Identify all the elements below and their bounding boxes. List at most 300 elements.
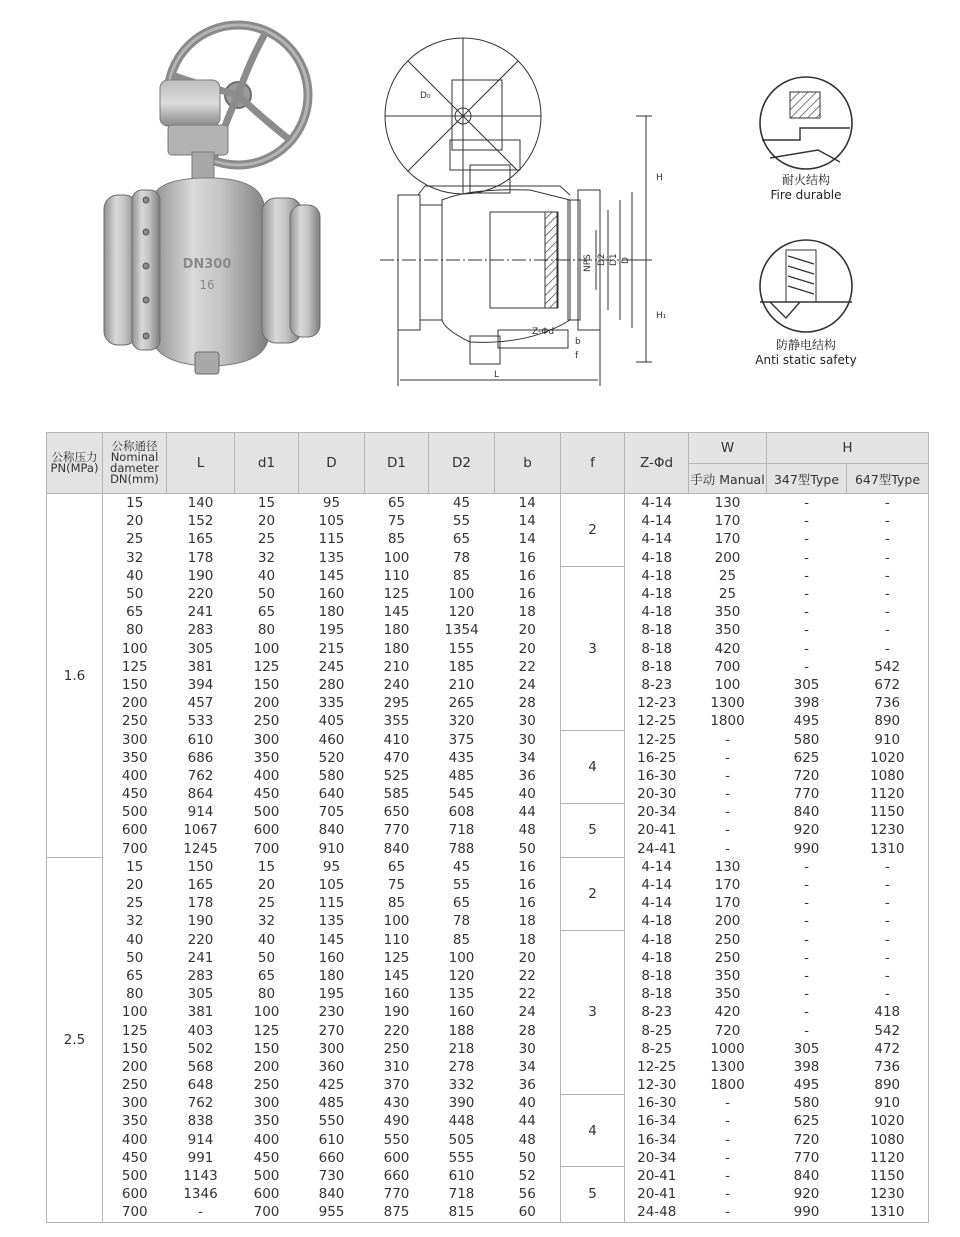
cell-d: 580: [318, 767, 345, 784]
cell-h-347: -: [804, 586, 809, 603]
cell-b: 20: [518, 622, 536, 639]
cell-b: 36: [518, 767, 536, 784]
cell-f: 4: [561, 730, 625, 803]
cell-D2: 375: [448, 731, 475, 748]
cell-l: 178: [187, 895, 214, 912]
cell-d1: 20: [257, 877, 276, 894]
cell-dn: 250: [103, 712, 167, 730]
cell-z-phi-d: 8-18: [625, 985, 689, 1003]
cell-w-manual: 1300: [710, 1058, 745, 1075]
label-d: D: [621, 257, 631, 264]
cell-d: 910: [318, 840, 345, 857]
fire-durable-detail: [760, 77, 852, 169]
cell-D1: 145: [383, 604, 410, 621]
cell-z-phi-d: 16-30: [625, 1094, 689, 1112]
table-row: [47, 1040, 929, 1058]
cell-d: 160: [318, 949, 345, 966]
header-347-type: 347型Type: [767, 464, 847, 494]
cell-h-347: 990: [793, 840, 820, 857]
cell-h-647: -: [847, 876, 929, 894]
cell-h-647: -: [847, 603, 929, 621]
cell-D1: 650: [383, 804, 410, 821]
table-row: [47, 1185, 929, 1203]
cell-z-phi-d: 24-41: [625, 840, 689, 858]
cell-d: 135: [318, 549, 345, 566]
cell-D2: 160: [448, 1004, 475, 1021]
cell-h-647: 1020: [847, 749, 929, 767]
cell-D2: 78: [452, 549, 471, 566]
cell-dn: 200: [103, 1058, 167, 1076]
cell-b: 40: [518, 1095, 536, 1112]
cell-b: 50: [518, 1149, 536, 1166]
cell-dn: 700: [103, 1203, 167, 1222]
cell-d1: 15: [257, 858, 276, 875]
cell-h-347: -: [804, 986, 809, 1003]
cell-w-manual: 1800: [710, 713, 745, 730]
cell-d: 245: [318, 658, 345, 675]
cell-h-347: -: [804, 877, 809, 894]
cell-d: 730: [318, 1168, 345, 1185]
cell-b: 16: [518, 858, 536, 875]
table-row: [47, 985, 929, 1003]
cell-w-manual: -: [725, 749, 730, 766]
cell-w-manual: 130: [714, 858, 741, 875]
label-h: H: [656, 173, 663, 183]
cell-dn: 40: [103, 931, 167, 949]
cell-d: 840: [318, 1186, 345, 1203]
header-pn: 公称压力PN(MPa): [47, 433, 103, 494]
cell-h-647: 1080: [847, 1131, 929, 1149]
cell-d1: 300: [253, 731, 280, 748]
cell-b: 14: [518, 513, 536, 530]
cell-D1: 430: [383, 1095, 410, 1112]
cell-l: 838: [187, 1113, 214, 1130]
header-D1: D1: [365, 433, 429, 494]
cell-d: 840: [318, 822, 345, 839]
cell-l: 165: [187, 877, 214, 894]
cell-dn: 400: [103, 767, 167, 785]
table-row: [47, 803, 929, 821]
cell-D1: 410: [383, 731, 410, 748]
label-f: f: [575, 351, 579, 361]
cell-h-347: 770: [793, 1149, 820, 1166]
cell-l: 1245: [183, 840, 218, 857]
cell-f: 5: [561, 803, 625, 858]
cell-l: 140: [187, 495, 214, 512]
cell-f: 2: [561, 858, 625, 931]
cell-h-647: 1230: [847, 821, 929, 839]
cell-D1: 85: [387, 895, 406, 912]
cell-d1: 20: [257, 513, 276, 530]
cell-d: 180: [318, 967, 345, 984]
cell-l: 394: [187, 676, 214, 693]
cell-d: 195: [318, 986, 345, 1003]
cell-D2: 278: [448, 1058, 475, 1075]
cell-l: 762: [187, 767, 214, 784]
cell-z-phi-d: 4-14: [625, 894, 689, 912]
cell-b: 50: [518, 840, 536, 857]
cell-h-347: -: [804, 622, 809, 639]
cell-dn: 25: [103, 530, 167, 548]
cell-D1: 125: [383, 586, 410, 603]
cell-D1: 525: [383, 767, 410, 784]
cell-d1: 400: [253, 1131, 280, 1148]
cell-w-manual: 420: [714, 640, 741, 657]
cell-D2: 1354: [444, 622, 479, 639]
label-h1: H₁: [656, 311, 667, 321]
cell-D1: 370: [383, 1077, 410, 1094]
cell-D2: 610: [448, 1168, 475, 1185]
cell-d: 550: [318, 1113, 345, 1130]
table-row: [47, 967, 929, 985]
label-d2: D2: [597, 253, 607, 266]
cell-h-647: 890: [847, 712, 929, 730]
cell-h-347: 770: [793, 786, 820, 803]
cell-z-phi-d: 4-14: [625, 876, 689, 894]
cell-d1: 300: [253, 1095, 280, 1112]
cell-b: 24: [518, 676, 536, 693]
spec-table: [46, 432, 929, 1223]
cell-z-phi-d: 16-34: [625, 1131, 689, 1149]
cell-D1: 160: [383, 986, 410, 1003]
cell-d1: 125: [253, 658, 280, 675]
cell-l: 190: [187, 567, 214, 584]
cell-d1: 50: [257, 586, 276, 603]
cell-w-manual: 200: [714, 549, 741, 566]
cell-z-phi-d: 24-48: [625, 1203, 689, 1222]
cell-z-phi-d: 4-14: [625, 512, 689, 530]
cell-h-347: 625: [793, 1113, 820, 1130]
cell-dn: 65: [103, 603, 167, 621]
cell-h-347: 580: [793, 1095, 820, 1112]
cell-h-647: -: [847, 640, 929, 658]
cell-h-647: -: [847, 549, 929, 567]
cell-w-manual: 720: [714, 1022, 741, 1039]
cell-h-647: -: [847, 858, 929, 876]
cell-d: 230: [318, 1004, 345, 1021]
cell-b: 48: [518, 1131, 536, 1148]
cell-d1: 450: [253, 786, 280, 803]
cell-D2: 55: [452, 513, 471, 530]
cell-d: 145: [318, 931, 345, 948]
cell-D2: 45: [452, 858, 471, 875]
cell-b: 20: [518, 949, 536, 966]
cell-h-347: 495: [793, 1077, 820, 1094]
table-row: [47, 712, 929, 730]
cell-D2: 718: [448, 822, 475, 839]
cell-D2: 448: [448, 1113, 475, 1130]
cell-D1: 65: [387, 858, 406, 875]
cell-D1: 220: [383, 1022, 410, 1039]
cell-D1: 310: [383, 1058, 410, 1075]
header-d: D: [299, 433, 365, 494]
cell-D1: 600: [383, 1149, 410, 1166]
valve-photo: [104, 25, 320, 374]
cell-b: 16: [518, 549, 536, 566]
cell-z-phi-d: 20-34: [625, 1149, 689, 1167]
cell-d1: 500: [253, 804, 280, 821]
cell-h-647: 1150: [847, 803, 929, 821]
cell-w-manual: -: [725, 804, 730, 821]
cell-l: 1143: [183, 1168, 218, 1185]
cell-z-phi-d: 20-41: [625, 821, 689, 839]
table-row: [47, 1167, 929, 1185]
table-row: [47, 585, 929, 603]
header-f: f: [561, 433, 625, 494]
cell-h-647: 542: [847, 1021, 929, 1039]
cell-h-647: 890: [847, 1076, 929, 1094]
cell-b: 28: [518, 695, 536, 712]
cell-d1: 80: [257, 622, 276, 639]
cell-h-647: 910: [847, 730, 929, 748]
cell-d1: 50: [257, 949, 276, 966]
cell-l: 1067: [183, 822, 218, 839]
cell-f: 4: [561, 1094, 625, 1167]
table-row: [47, 1112, 929, 1130]
cell-d1: 25: [257, 531, 276, 548]
fire-durable-caption: [746, 173, 866, 203]
cell-D1: 250: [383, 1040, 410, 1057]
cell-D1: 75: [387, 513, 406, 530]
cell-d1: 250: [253, 1077, 280, 1094]
cell-z-phi-d: 8-18: [625, 640, 689, 658]
cell-w-manual: -: [725, 1113, 730, 1130]
cell-h-647: 1150: [847, 1167, 929, 1185]
cell-d: 160: [318, 586, 345, 603]
table-row: [47, 1131, 929, 1149]
cell-D1: 100: [383, 549, 410, 566]
cell-dn: 700: [103, 840, 167, 858]
cell-l: 305: [187, 986, 214, 1003]
cell-d1: 200: [253, 1058, 280, 1075]
cell-h-647: 1310: [847, 840, 929, 858]
cell-z-phi-d: 20-41: [625, 1185, 689, 1203]
cell-b: 48: [518, 822, 536, 839]
cell-d1: 150: [253, 1040, 280, 1057]
cell-h-347: -: [804, 895, 809, 912]
cell-d: 360: [318, 1058, 345, 1075]
cell-z-phi-d: 12-30: [625, 1076, 689, 1094]
cell-z-phi-d: 4-14: [625, 494, 689, 513]
cell-z-phi-d: 4-18: [625, 949, 689, 967]
cell-b: 20: [518, 640, 536, 657]
cell-l: 241: [187, 949, 214, 966]
cell-D2: 718: [448, 1186, 475, 1203]
cell-dn: 100: [103, 1003, 167, 1021]
cell-b: 16: [518, 895, 536, 912]
cell-d1: 100: [253, 1004, 280, 1021]
cell-d1: 700: [253, 840, 280, 857]
cell-w-manual: 130: [714, 495, 741, 512]
cell-z-phi-d: 4-18: [625, 585, 689, 603]
cell-h-347: -: [804, 967, 809, 984]
cell-d: 405: [318, 713, 345, 730]
cell-l: 864: [187, 786, 214, 803]
cell-d: 105: [318, 877, 345, 894]
cell-b: 16: [518, 567, 536, 584]
cell-h-647: 1020: [847, 1112, 929, 1130]
cell-l: 914: [187, 1131, 214, 1148]
cell-D1: 75: [387, 877, 406, 894]
cell-dn: 20: [103, 876, 167, 894]
cell-b: 24: [518, 1004, 536, 1021]
cell-l: 914: [187, 804, 214, 821]
cell-l: 152: [187, 513, 214, 530]
cell-b: 14: [518, 495, 536, 512]
cell-w-manual: 170: [714, 895, 741, 912]
cell-l: 283: [187, 967, 214, 984]
label-b: b: [575, 337, 581, 347]
cell-dn: 300: [103, 1094, 167, 1112]
cell-z-phi-d: 4-18: [625, 549, 689, 567]
cell-D2: 210: [448, 676, 475, 693]
spec-table-wrapper: [46, 432, 929, 1223]
cell-h-647: 418: [847, 1003, 929, 1021]
cell-dn: 40: [103, 567, 167, 585]
cell-D2: 185: [448, 658, 475, 675]
cell-b: 18: [518, 931, 536, 948]
cell-b: 56: [518, 1186, 536, 1203]
cell-D1: 180: [383, 640, 410, 657]
cell-w-manual: 170: [714, 877, 741, 894]
cell-w-manual: -: [725, 1186, 730, 1203]
pn-cell: 1.6: [47, 494, 103, 858]
cell-dn: 125: [103, 1021, 167, 1039]
cell-b: 60: [495, 1203, 561, 1222]
cell-d1: 65: [257, 604, 276, 621]
cell-h-647: -: [847, 894, 929, 912]
label-d0: D₀: [420, 91, 431, 101]
cell-b: 18: [518, 913, 536, 930]
cell-dn: 20: [103, 512, 167, 530]
label-nps: NPS: [583, 254, 593, 272]
cell-l: 762: [187, 1095, 214, 1112]
cell-d: 705: [318, 804, 345, 821]
cell-w-manual: -: [725, 1168, 730, 1185]
cell-z-phi-d: 4-18: [625, 931, 689, 949]
cell-dn: 125: [103, 658, 167, 676]
cell-h-347: 305: [793, 1040, 820, 1057]
cell-h-347: -: [804, 495, 809, 512]
cell-D2: 100: [448, 949, 475, 966]
table-row: [47, 603, 929, 621]
anti-static-detail: [760, 240, 852, 332]
cell-w-manual: -: [689, 1203, 767, 1222]
cell-h-347: 625: [793, 749, 820, 766]
cell-D2: 608: [448, 804, 475, 821]
cell-dn: 150: [103, 676, 167, 694]
label-l: L: [494, 370, 500, 380]
cell-D1: 875: [365, 1203, 429, 1222]
cell-z-phi-d: 20-41: [625, 1167, 689, 1185]
cell-D2: 555: [448, 1149, 475, 1166]
cell-d: 955: [299, 1203, 365, 1222]
cell-w-manual: 350: [714, 986, 741, 1003]
cell-D2: 188: [448, 1022, 475, 1039]
cell-dn: 250: [103, 1076, 167, 1094]
cell-w-manual: 1000: [710, 1040, 745, 1057]
cell-dn: 80: [103, 621, 167, 639]
cell-h-647: -: [847, 931, 929, 949]
cell-z-phi-d: 20-34: [625, 803, 689, 821]
cell-h-347: -: [804, 658, 809, 675]
cell-D2: 55: [452, 877, 471, 894]
cell-h-347: 720: [793, 1131, 820, 1148]
cell-h-347: -: [804, 567, 809, 584]
cell-dn: 32: [103, 549, 167, 567]
cell-h-647: 1120: [847, 785, 929, 803]
cell-w-manual: 350: [714, 622, 741, 639]
cell-d1: 600: [253, 1186, 280, 1203]
cell-l: 150: [187, 858, 214, 875]
cell-h-647: 1310: [847, 1203, 929, 1222]
cell-d1: 15: [257, 495, 276, 512]
cell-h-347: 398: [793, 1058, 820, 1075]
cell-D2: 65: [452, 531, 471, 548]
table-row: [47, 658, 929, 676]
cell-z-phi-d: 8-25: [625, 1021, 689, 1039]
body-marking-dn: DN300: [182, 257, 232, 272]
cell-b: 34: [518, 749, 536, 766]
table-row: [47, 749, 929, 767]
cell-w-manual: 25: [718, 567, 737, 584]
cell-z-phi-d: 4-18: [625, 912, 689, 930]
cell-dn: 450: [103, 1149, 167, 1167]
fire-durable-cn: 耐火结构: [781, 173, 830, 187]
cell-b: 16: [518, 877, 536, 894]
cell-b: 22: [518, 658, 536, 675]
cell-h-647: -: [847, 621, 929, 639]
cell-w-manual: 100: [714, 676, 741, 693]
header-w: W: [689, 433, 767, 464]
cell-dn: 50: [103, 585, 167, 603]
cell-b: 36: [518, 1077, 536, 1094]
cell-D1: 240: [383, 676, 410, 693]
cell-D1: 145: [383, 967, 410, 984]
drawing-labels: [420, 91, 667, 380]
cell-D2: 332: [448, 1077, 475, 1094]
table-row: [47, 767, 929, 785]
cell-dn: 15: [103, 858, 167, 876]
cell-z-phi-d: 12-25: [625, 712, 689, 730]
cell-h-347: 720: [793, 767, 820, 784]
cell-D2: 788: [448, 840, 475, 857]
cell-D2: 78: [452, 913, 471, 930]
cell-dn: 15: [103, 494, 167, 513]
cell-h-647: 472: [847, 1040, 929, 1058]
cell-h-647: -: [847, 585, 929, 603]
cell-dn: 80: [103, 985, 167, 1003]
cell-z-phi-d: 16-25: [625, 749, 689, 767]
cell-h-347: -: [804, 604, 809, 621]
table-row: [47, 694, 929, 712]
cell-h-347: 920: [793, 1186, 820, 1203]
fire-durable-en: Fire durable: [770, 188, 842, 202]
anti-static-en: Anti static safety: [755, 353, 857, 367]
table-body: [47, 494, 929, 1223]
cell-z-phi-d: 12-23: [625, 694, 689, 712]
cell-b: 52: [518, 1168, 536, 1185]
cell-z-phi-d: 16-30: [625, 767, 689, 785]
cell-l: 502: [187, 1040, 214, 1057]
pn-cell: 2.5: [47, 858, 103, 1222]
cell-d: 95: [322, 495, 341, 512]
cell-h-647: 736: [847, 1058, 929, 1076]
cell-d1: 500: [253, 1168, 280, 1185]
cell-dn: 200: [103, 694, 167, 712]
table-row: [47, 876, 929, 894]
cell-w-manual: 350: [714, 604, 741, 621]
